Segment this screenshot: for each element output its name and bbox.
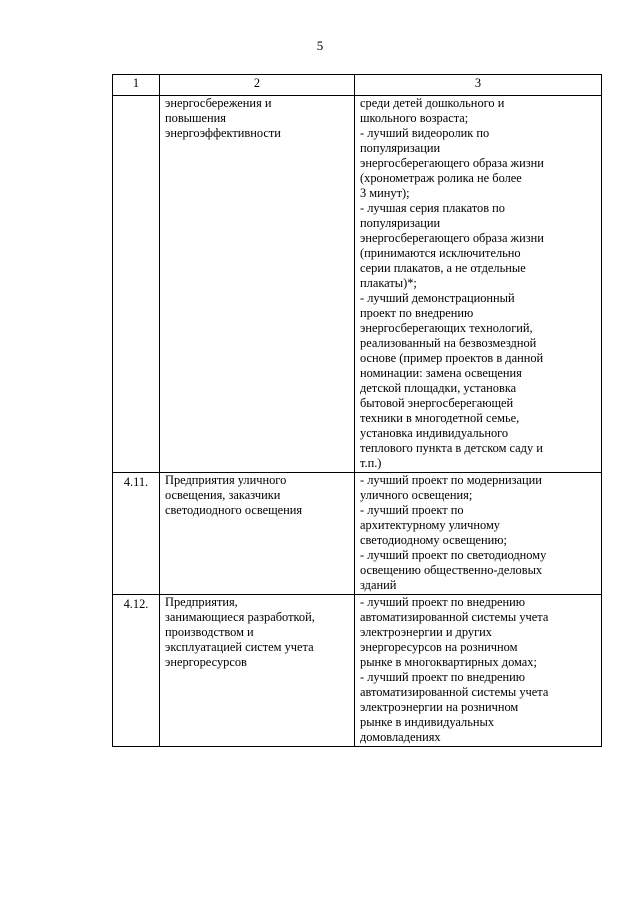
nomination-text-line: 3 минут); — [360, 186, 410, 200]
nomination-text-line: т.п.) — [360, 456, 382, 470]
category-text-line: освещения, заказчики — [165, 488, 281, 502]
nomination-text-line: (хронометраж ролика не более — [360, 171, 522, 185]
nomination-text-line: энергосберегающего образа жизни — [360, 231, 544, 245]
nomination-text-line: - лучший проект по внедрению — [360, 670, 526, 684]
page-number: 5 — [316, 38, 324, 53]
nomination-text-line: плакаты)*; — [360, 276, 417, 290]
nomination-text-line: - лучшая серия плакатов по — [360, 201, 505, 215]
table-row — [113, 473, 602, 595]
nomination-list-cell — [355, 96, 602, 473]
column-header-1: 1 — [113, 75, 160, 96]
nomination-text-line: основе (пример проектов в данной — [360, 351, 544, 365]
nomination-text-line: бытовой энергосберегающей — [360, 396, 514, 410]
nomination-text-line: освещению общественно-деловых — [360, 563, 543, 577]
nomination-text-line: архитектурному уличному — [360, 518, 500, 532]
nomination-text-line: популяризации — [360, 216, 441, 230]
category-text-line: эксплуатацией систем учета — [165, 640, 314, 654]
nomination-list-cell — [355, 595, 602, 747]
nomination-text-line: уличного освещения; — [360, 488, 473, 502]
category-text-line: повышения — [165, 111, 227, 125]
row-number: 4.11. — [113, 473, 160, 595]
category-text-line: светодиодного освещения — [165, 503, 303, 517]
category-text-line: Предприятия уличного — [165, 473, 287, 487]
nomination-text-line: автоматизированной системы учета — [360, 610, 549, 624]
nomination-text-line: популяризации — [360, 141, 441, 155]
category-text-line: производством и — [165, 625, 254, 639]
nomination-text-line: домовладениях — [360, 730, 441, 744]
nomination-text-line: энергоресурсов на розничном — [360, 640, 518, 654]
nomination-text-line: электроэнергии на розничном — [360, 700, 519, 714]
column-header-3: 3 — [355, 75, 602, 96]
table-header-row — [113, 75, 602, 96]
nomination-text-line: энергосберегающего образа жизни — [360, 156, 544, 170]
category-text-line: Предприятия, — [165, 595, 238, 609]
nomination-text-line: техники в многодетной семье, — [360, 411, 520, 425]
nomination-list-cell — [355, 473, 602, 595]
participant-category-cell — [160, 595, 355, 747]
nomination-text-line: - лучший проект по модернизации — [360, 473, 542, 487]
nomination-text-line: - лучший проект по внедрению — [360, 595, 526, 609]
nomination-text-line: проект по внедрению — [360, 306, 474, 320]
category-text-line: энергосбережения и — [165, 96, 272, 110]
nomination-text-line: теплового пункта в детском саду и — [360, 441, 543, 455]
nomination-text-line: установка индивидуального — [360, 426, 509, 440]
row-number — [113, 96, 160, 473]
category-text-line: энергоресурсов — [165, 655, 247, 669]
nomination-text-line: среди детей дошкольного и — [360, 96, 505, 110]
nomination-text-line: детской площадки, установка — [360, 381, 517, 395]
nomination-text-line: школьного возраста; — [360, 111, 469, 125]
category-text-line: занимающиеся разработкой, — [165, 610, 315, 624]
participant-category-cell — [160, 473, 355, 595]
nomination-text-line: (принимаются исключительно — [360, 246, 521, 260]
nomination-text-line: - лучший видеоролик по — [360, 126, 490, 140]
table-row — [113, 96, 602, 473]
category-text-line: энергоэффективности — [165, 126, 281, 140]
table-row — [113, 595, 602, 747]
nomination-text-line: зданий — [360, 578, 397, 592]
nominations-table — [112, 74, 602, 747]
column-header-2: 2 — [160, 75, 355, 96]
nomination-text-line: - лучший проект по — [360, 503, 464, 517]
nomination-text-line: электроэнергии и других — [360, 625, 492, 639]
nomination-text-line: серии плакатов, а не отдельные — [360, 261, 526, 275]
nomination-text-line: - лучший проект по светодиодному — [360, 548, 547, 562]
participant-category-cell — [160, 96, 355, 473]
nomination-text-line: номинации: замена освещения — [360, 366, 522, 380]
nomination-text-line: рынке в многоквартирных домах; — [360, 655, 537, 669]
nomination-text-line: светодиодному освещению; — [360, 533, 507, 547]
nomination-text-line: реализованный на безвозмездной — [360, 336, 537, 350]
nomination-text-line: - лучший демонстрационный — [360, 291, 515, 305]
nomination-text-line: автоматизированной системы учета — [360, 685, 549, 699]
row-number: 4.12. — [113, 595, 160, 747]
nomination-text-line: энергосберегающих технологий, — [360, 321, 533, 335]
nomination-text-line: рынке в индивидуальных — [360, 715, 495, 729]
